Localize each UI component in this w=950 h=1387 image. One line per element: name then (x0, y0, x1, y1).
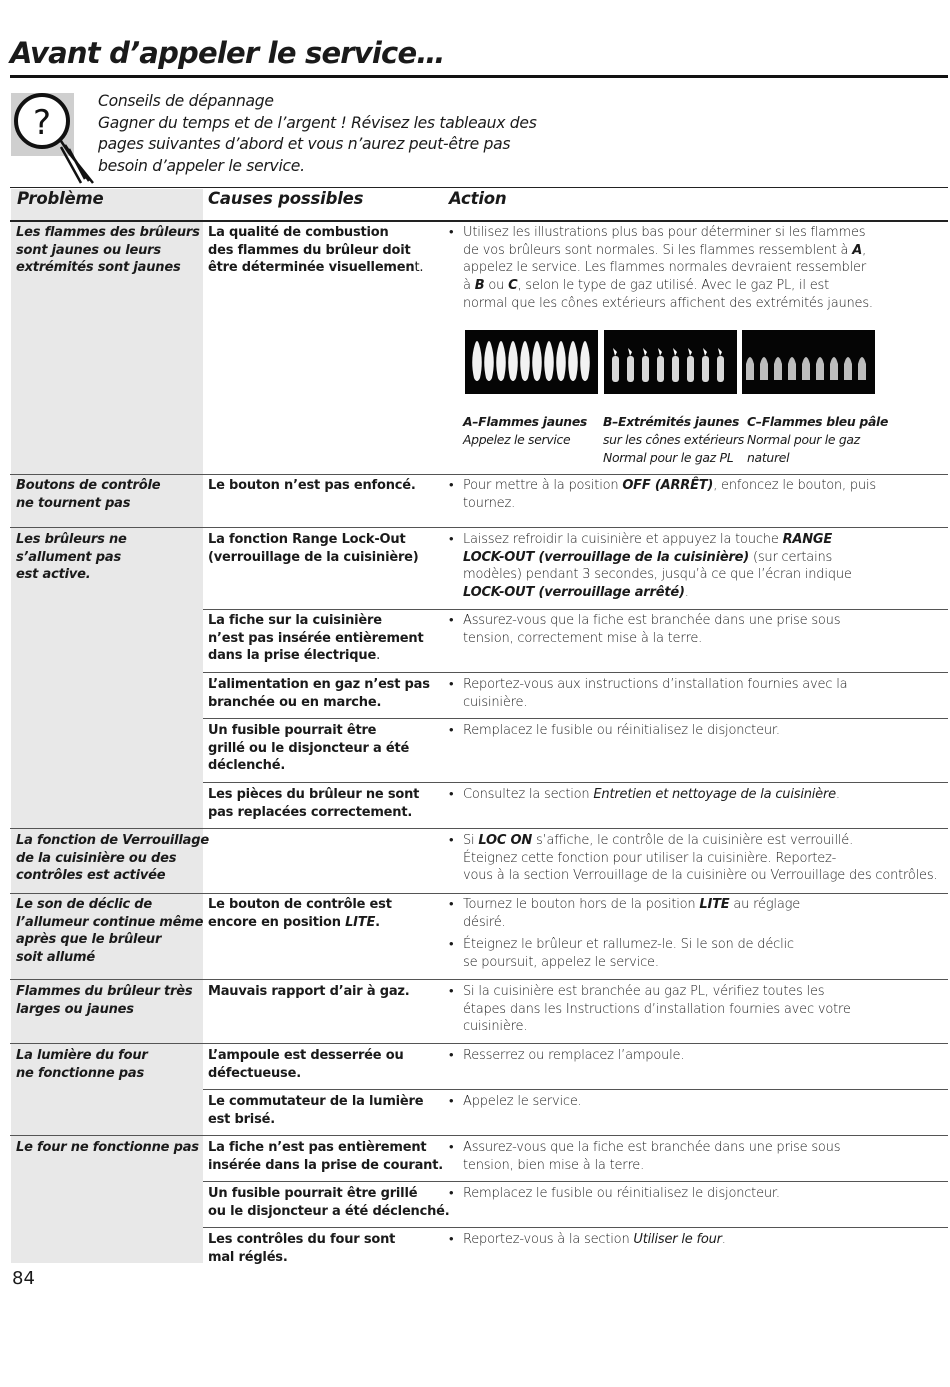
svg-text:?: ? (32, 103, 52, 143)
cause-divider (203, 782, 948, 783)
yellow-tip-flames-illustration (604, 330, 737, 394)
bullet: • (449, 478, 454, 493)
bullet: • (449, 1048, 454, 1063)
bullet: • (449, 937, 454, 953)
action-care-cleaning: • Consultez la section Entretien et nettoyage de la cuisinière. (449, 787, 840, 802)
problem-large-flames: Flammes du brûleur très larges ou jaunes (16, 984, 193, 1017)
row-divider (10, 979, 948, 980)
action-using-oven: • Reportez-vous à la section Utiliser le four. (449, 1232, 726, 1247)
cause-gas-supply: L’alimentation en gaz n’est pas branchée ou en marche. (208, 677, 430, 710)
tips-line: besoin d’appeler le service. (98, 156, 305, 175)
row-divider (10, 1135, 948, 1136)
cause-knob-in-lite: Le bouton de contrôle est encore en position LITE. (208, 897, 392, 930)
bullet: • (449, 1094, 454, 1109)
action-check-plug: • Assurez-vous que la fiche est branchée dans une prise sous tension, correctement mise à la terre. (449, 613, 841, 646)
problem-yellow-flames: Les flammes des brûleurs sont jaunes ou leurs extrémités sont jaunes (16, 225, 200, 276)
bullet: • (449, 1186, 454, 1201)
bullet: • (449, 613, 454, 628)
bullet: • (449, 723, 454, 738)
tips-line: Gagner du temps et de l’argent ! Révisez les tableaux des (98, 113, 537, 132)
cause-fuse-blown: Un fusible pourrait être grillé ou le disjoncteur a été déclenché. (208, 723, 410, 774)
header-causes: Causes possibles (208, 189, 364, 208)
cause-divider (203, 1227, 948, 1228)
flame-caption-b: B–Extrémités jaunes sur les cônes extérieurs Normal pour le gaz PL (603, 414, 744, 465)
action-installation-instructions: • Reportez-vous aux instructions d’installation fournies avec la cuisinière. (449, 677, 848, 710)
bullet: • (449, 1232, 454, 1247)
action-push-knob: • Pour mettre à la position OFF (ARRÊT), enfoncez le bouton, puis tournez. (449, 478, 876, 511)
problem-knobs-wont-turn: Boutons de contrôle ne tournent pas (16, 478, 161, 511)
cause-air-gas-ratio: Mauvais rapport d’air à gaz. (208, 984, 410, 999)
problem-lock-active: La fonction de Verrouillage de la cuisinière ou des contrôles est activée (16, 833, 209, 884)
flame-caption-c: C–Flammes bleu pâle Normal pour le gaz naturel (747, 414, 889, 465)
yellow-flames-illustration (465, 330, 598, 394)
action-replace-bulb: • Resserrez ou remplacez l’ampoule. (449, 1048, 685, 1063)
bullet: • (449, 677, 454, 692)
bullet: • (449, 532, 454, 547)
question-magnifier-icon (11, 91, 97, 186)
tips-text (98, 91, 537, 177)
problem-oven-not-working: Le four ne fonctionne pas (16, 1140, 199, 1155)
title-rule (10, 75, 948, 78)
action-check-lp-steps: • Si la cuisinière est branchée au gaz PL, vérifiez toutes les étapes dans les Instructions d’installation fournies avec votre cuisinière. (449, 984, 851, 1035)
row-divider (10, 1043, 948, 1044)
row-divider (10, 527, 948, 528)
action-check-flames: • Utilisez les illustrations plus bas pour déterminer si les flammes de vos brûleurs sont normales. Si les flammes ressemblent à A, appelez le service. Les flammes normales devraient ressembler à B ou C, selon le type de gaz utilisé. Avec le gaz PL, il est normal que les cônes extérieurs affichent des extrémités jaunes. (449, 225, 873, 311)
cause-divider (203, 1181, 948, 1182)
cause-plug-not-inserted: La fiche sur la cuisinière n’est pas insérée entièrement dans la prise électrique. (208, 613, 424, 664)
blue-flames-illustration (742, 330, 875, 394)
cause-bulb-loose: L’ampoule est desserrée ou défectueuse. (208, 1048, 404, 1081)
problem-column-bg (11, 222, 209, 1263)
page-title: Avant d’appeler le service… (10, 36, 445, 70)
bullet: • (449, 984, 454, 999)
header-rule (10, 220, 948, 222)
bullet: • (449, 787, 454, 802)
table-top-rule (10, 187, 948, 188)
bullet: • (449, 225, 454, 240)
cause-burner-parts: Les pièces du brûleur ne sont pas replacées correctement. (208, 787, 420, 820)
page-number: 84 (12, 1268, 35, 1289)
bullet: • (449, 833, 454, 848)
action-call-service: • Appelez le service. (449, 1094, 582, 1109)
row-divider (10, 474, 948, 475)
header-action: Action (449, 189, 507, 208)
action-replace-fuse: • Remplacez le fusible ou réinitialisez le disjoncteur. (449, 723, 780, 738)
action-check-plug-grounded: • Assurez-vous que la fiche est branchée dans une prise sous tension, bien mise à la terre. (449, 1140, 841, 1173)
action-turn-knob: • Tournez le bouton hors de la position LITE au réglage désiré. • Éteignez le brûleur et rallumez-le. Si le son de déclic se poursuit, appelez le service. (449, 896, 944, 972)
cause-light-switch: Le commutateur de la lumière est brisé. (208, 1094, 424, 1127)
action-replace-fuse-oven: • Remplacez le fusible ou réinitialisez le disjoncteur. (449, 1186, 780, 1201)
bullet: • (449, 1140, 454, 1155)
action-relight-burner: • Éteignez le brûleur et rallumez-le. Si le son de déclic se poursuit, appelez le service. (449, 937, 794, 971)
row-divider (10, 893, 948, 894)
cause-controls-misset: Les contrôles du four sont mal réglés. (208, 1232, 396, 1265)
cause-divider (203, 718, 948, 719)
header-problem: Problème (17, 189, 104, 208)
problem-oven-light: La lumière du four ne fonctionne pas (16, 1048, 148, 1081)
tips-line: pages suivantes d’abord et vous n’aurez peut-être pas (98, 135, 511, 153)
cause-range-lockout: La fonction Range Lock-Out (verrouillage de la cuisinière) (208, 532, 419, 565)
cause-divider (203, 609, 948, 610)
cause-plug-not-fully-inserted: La fiche n’est pas entièrement insérée dans la prise de courant. (208, 1140, 443, 1173)
tips-line: Conseils de dépannage (98, 92, 274, 110)
row-divider (10, 828, 948, 829)
problem-igniter-clicking: Le son de déclic de l’allumeur continue même après que le brûleur soit allumé (16, 897, 204, 966)
action-range-lockout: • Laissez refroidir la cuisinière et appuyez la touche RANGE LOCK-OUT (verrouillage de la cuisinière) (sur certains modèles) pendant 3 secondes, jusqu’à ce que l’écran indique LOCK-OUT (verrouillage arrêté). (449, 532, 852, 601)
problem-burners-wont-light: Les brûleurs ne s’allument pas est active. (16, 532, 127, 583)
cause-knob-not-pushed: Le bouton n’est pas enfoncé. (208, 478, 416, 493)
cause-combustion-quality: La qualité de combustion des flammes du brûleur doit être déterminée visuellement. (208, 225, 424, 276)
flame-caption-a: A–Flammes jaunes Appelez le service (463, 414, 588, 447)
action-unlock-controls: • Si LOC ON s’affiche, le contrôle de la cuisinière est verrouillé. Éteignez cette fonction pour utiliser la cuisinière. Reportez- vous à la section Verrouillage de la cuisinière ou Verrouillage des contrôles. (449, 833, 938, 884)
cause-divider (203, 672, 948, 673)
cause-divider (203, 1089, 948, 1090)
bullet: • (449, 897, 454, 912)
cause-fuse-or-breaker: Un fusible pourrait être grillé ou le disjoncteur a été déclenché. (208, 1186, 450, 1219)
